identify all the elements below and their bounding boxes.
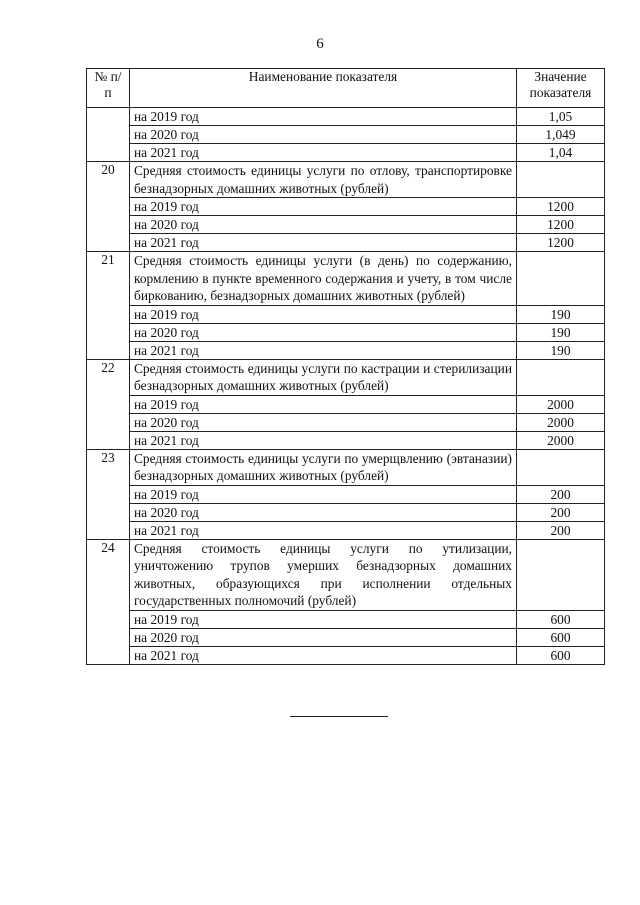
year-label: на 2019 год [130,198,517,216]
year-label: на 2019 год [130,485,517,503]
table-row [87,359,605,395]
row-number: 22 [87,359,130,449]
year-label: на 2021 год [130,144,517,162]
table-row [87,503,605,521]
header-number: № п/п [87,69,130,108]
year-label: на 2019 год [130,395,517,413]
table-row [87,252,605,306]
table-row [87,449,605,485]
year-label: на 2020 год [130,323,517,341]
table-row [87,108,605,126]
end-separator-line [290,716,388,717]
year-label: на 2021 год [130,431,517,449]
year-value: 1200 [517,234,605,252]
year-label: на 2021 год [130,341,517,359]
year-label: на 2020 год [130,216,517,234]
indicator-name: Средняя стоимость единицы услуги по утилизации, уничтожению трупов умерших безнадзорных домашних животных, образующихся при исполнении отдельных государственных полномочий (рублей) [130,539,517,610]
indicator-name: Средняя стоимость единицы услуги (в день) по содержанию, кормлению в пункте временного содержания и учету, в том числе биркованию, безнадзорных домашних животных (рублей) [130,252,517,306]
year-label: на 2019 год [130,108,517,126]
table-row [87,341,605,359]
table-row [87,162,605,198]
table-row [87,539,605,610]
year-value: 600 [517,628,605,646]
year-value: 1200 [517,198,605,216]
year-label: на 2020 год [130,413,517,431]
indicator-name: Средняя стоимость единицы услуги по кастрации и стерилизации безнадзорных домашних животных (рублей) [130,359,517,395]
year-value: 1,04 [517,144,605,162]
table-row [87,234,605,252]
year-value: 600 [517,610,605,628]
year-label: на 2020 год [130,503,517,521]
year-value: 200 [517,503,605,521]
year-label: на 2020 год [130,126,517,144]
year-label: на 2020 год [130,628,517,646]
year-label: на 2019 год [130,610,517,628]
table-row [87,144,605,162]
year-value: 2000 [517,413,605,431]
indicator-value-empty [517,449,605,485]
row-number: 21 [87,252,130,360]
year-value: 200 [517,521,605,539]
year-value: 190 [517,305,605,323]
row-number: 20 [87,162,130,252]
year-value: 190 [517,323,605,341]
header-value: Значение показателя [517,69,605,108]
year-value: 1,05 [517,108,605,126]
table-row [87,126,605,144]
row-number: 24 [87,539,130,664]
table-row [87,628,605,646]
indicator-value-empty [517,539,605,610]
header-name: Наименование показателя [130,69,517,108]
year-value: 1200 [517,216,605,234]
table-row [87,323,605,341]
table-row [87,198,605,216]
table-row [87,610,605,628]
indicator-value-empty [517,252,605,306]
indicators-table [86,68,605,665]
table-header-row [87,69,605,108]
indicator-value-empty [517,359,605,395]
table-row [87,646,605,664]
year-value: 200 [517,485,605,503]
table-body [87,108,605,665]
indicator-value-empty [517,162,605,198]
year-value: 1,049 [517,126,605,144]
table-row [87,413,605,431]
page-number: 6 [316,36,324,52]
table-row [87,485,605,503]
table-row [87,305,605,323]
table-row [87,521,605,539]
row-number: 23 [87,449,130,539]
table-row [87,216,605,234]
table-row [87,395,605,413]
indicator-name: Средняя стоимость единицы услуги по умерщвлению (эвтаназии) безнадзорных домашних животных (рублей) [130,449,517,485]
year-value: 190 [517,341,605,359]
year-value: 600 [517,646,605,664]
year-label: на 2021 год [130,646,517,664]
year-value: 2000 [517,395,605,413]
year-label: на 2019 год [130,305,517,323]
indicator-name: Средняя стоимость единицы услуги по отлову, транспортировке безнадзорных домашних животных (рублей) [130,162,517,198]
year-value: 2000 [517,431,605,449]
year-label: на 2021 год [130,521,517,539]
year-label: на 2021 год [130,234,517,252]
row-number-cell [87,108,130,162]
table-row [87,431,605,449]
